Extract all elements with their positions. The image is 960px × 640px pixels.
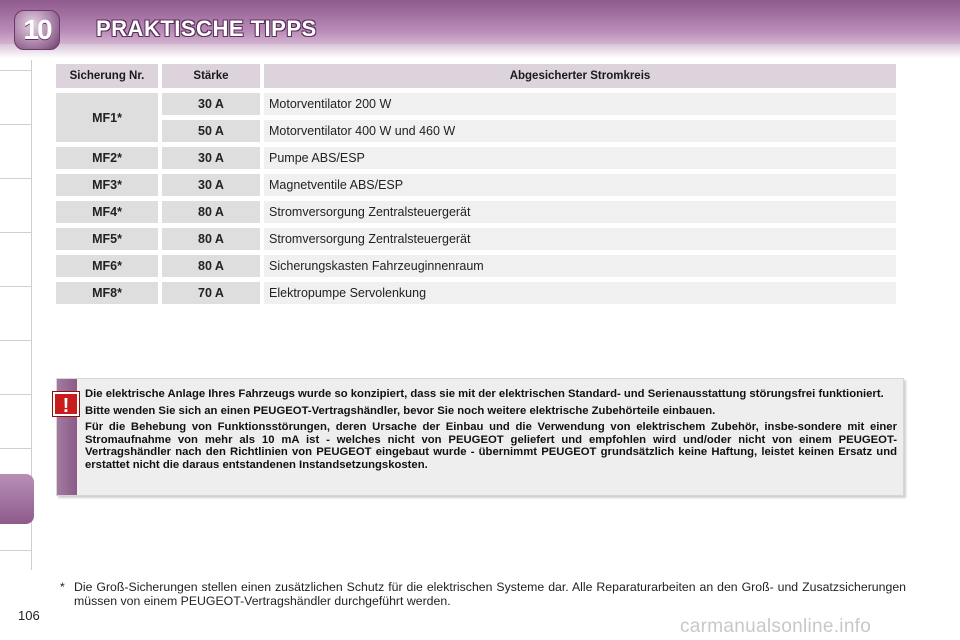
table-row [56,201,896,223]
watermark: carmanualsonline.info [680,616,872,637]
footnote-marker: * [60,580,65,594]
chapter-tab[interactable] [0,394,32,395]
fuse-circuit: Stromversorgung Zentralsteuergerät [264,201,896,223]
chapter-tab[interactable] [0,124,32,125]
warning-icon: ! [53,392,79,416]
footnote-text: Die Groß-Sicherungen stellen einen zusätzlichen Schutz für die elektrischen Systeme dar. Alle Reparaturarbeiten an den Groß- und Zusatzsicherungen müssen von einem PEUGEOT-Vertragshändler durchgeführt werden. [74,580,906,608]
warning-text [85,388,897,475]
table-row [56,255,896,277]
fuse-number: MF2* [56,147,158,169]
fuse-rating: 30 A [162,174,260,196]
warning-paragraph: Für die Behebung von Funktionsstörungen, deren Ursache der Einbau und die Verwendung von elektrischem Zubehör, insbe-sondere mit einer Stromaufnahme von mehr als 10 mA ist - welches nicht von PEUGEOT geliefert und empfohlen wird und/oder nicht von einem PEUGEOT-Vertragshändler nach den Richtlinien von PEUGEOT eingebaut wurde - übernimmt PEUGEOT grundsätzlich keine Haftung, leistet keinen Ersatz und erstattet nicht die daraus entstandenen Instandsetzungskosten. [85,421,897,471]
fuse-number: MF8* [56,282,158,304]
fuse-rating: 80 A [162,228,260,250]
fuse-number: MF4* [56,201,158,223]
table-row [56,120,896,142]
warning-paragraph: Die elektrische Anlage Ihres Fahrzeugs wurde so konzipiert, dass sie mit der elektrischen Standard- und Serienausstattung störungsfrei funktioniert. [85,388,884,400]
column-header: Stärke [162,64,260,88]
fuse-number: MF1* [56,93,158,142]
chapter-tab-rail [0,60,34,580]
fuse-rating: 30 A [162,147,260,169]
page-title: PRAKTISCHE TIPPS [96,16,317,41]
fuse-rating: 80 A [162,255,260,277]
fuse-circuit: Elektropumpe Servolenkung [264,282,896,304]
fuse-circuit: Sicherungskasten Fahrzeuginnenraum [264,255,896,277]
chapter-tab[interactable] [0,340,32,341]
chapter-tab[interactable] [0,70,32,71]
fuse-number: MF5* [56,228,158,250]
table-row [56,147,896,169]
fuse-table [52,59,900,309]
fuse-rating: 30 A [162,93,260,115]
fuse-number: MF3* [56,174,158,196]
table-row [56,93,896,115]
table-row [56,228,896,250]
fuse-number: MF6* [56,255,158,277]
chapter-tab[interactable] [0,232,32,233]
fuse-rating: 70 A [162,282,260,304]
fuse-rating: 50 A [162,120,260,142]
fuse-circuit: Magnetventile ABS/ESP [264,174,896,196]
chapter-tab[interactable] [0,286,32,287]
column-header: Sicherung Nr. [56,64,158,88]
chapter-badge: 10 [14,10,60,50]
table-row [56,174,896,196]
table-row [56,282,896,304]
fuse-circuit: Pumpe ABS/ESP [264,147,896,169]
fuse-circuit: Motorventilator 200 W [264,93,896,115]
chapter-tab[interactable] [0,178,32,179]
page-number: 106 [18,608,40,623]
chapter-tab-active[interactable] [0,474,34,524]
column-header: Abgesicherter Stromkreis [264,64,896,88]
chapter-tab[interactable] [0,448,32,449]
fuse-circuit: Motorventilator 400 W und 460 W [264,120,896,142]
table-header-row [56,64,896,88]
chapter-tab[interactable] [0,550,32,551]
fuse-rating: 80 A [162,201,260,223]
warning-paragraph: Bitte wenden Sie sich an einen PEUGEOT-Vertragshändler, bevor Sie noch weitere elektrische Zubehörteile einbauen. [85,404,716,417]
fuse-circuit: Stromversorgung Zentralsteuergerät [264,228,896,250]
